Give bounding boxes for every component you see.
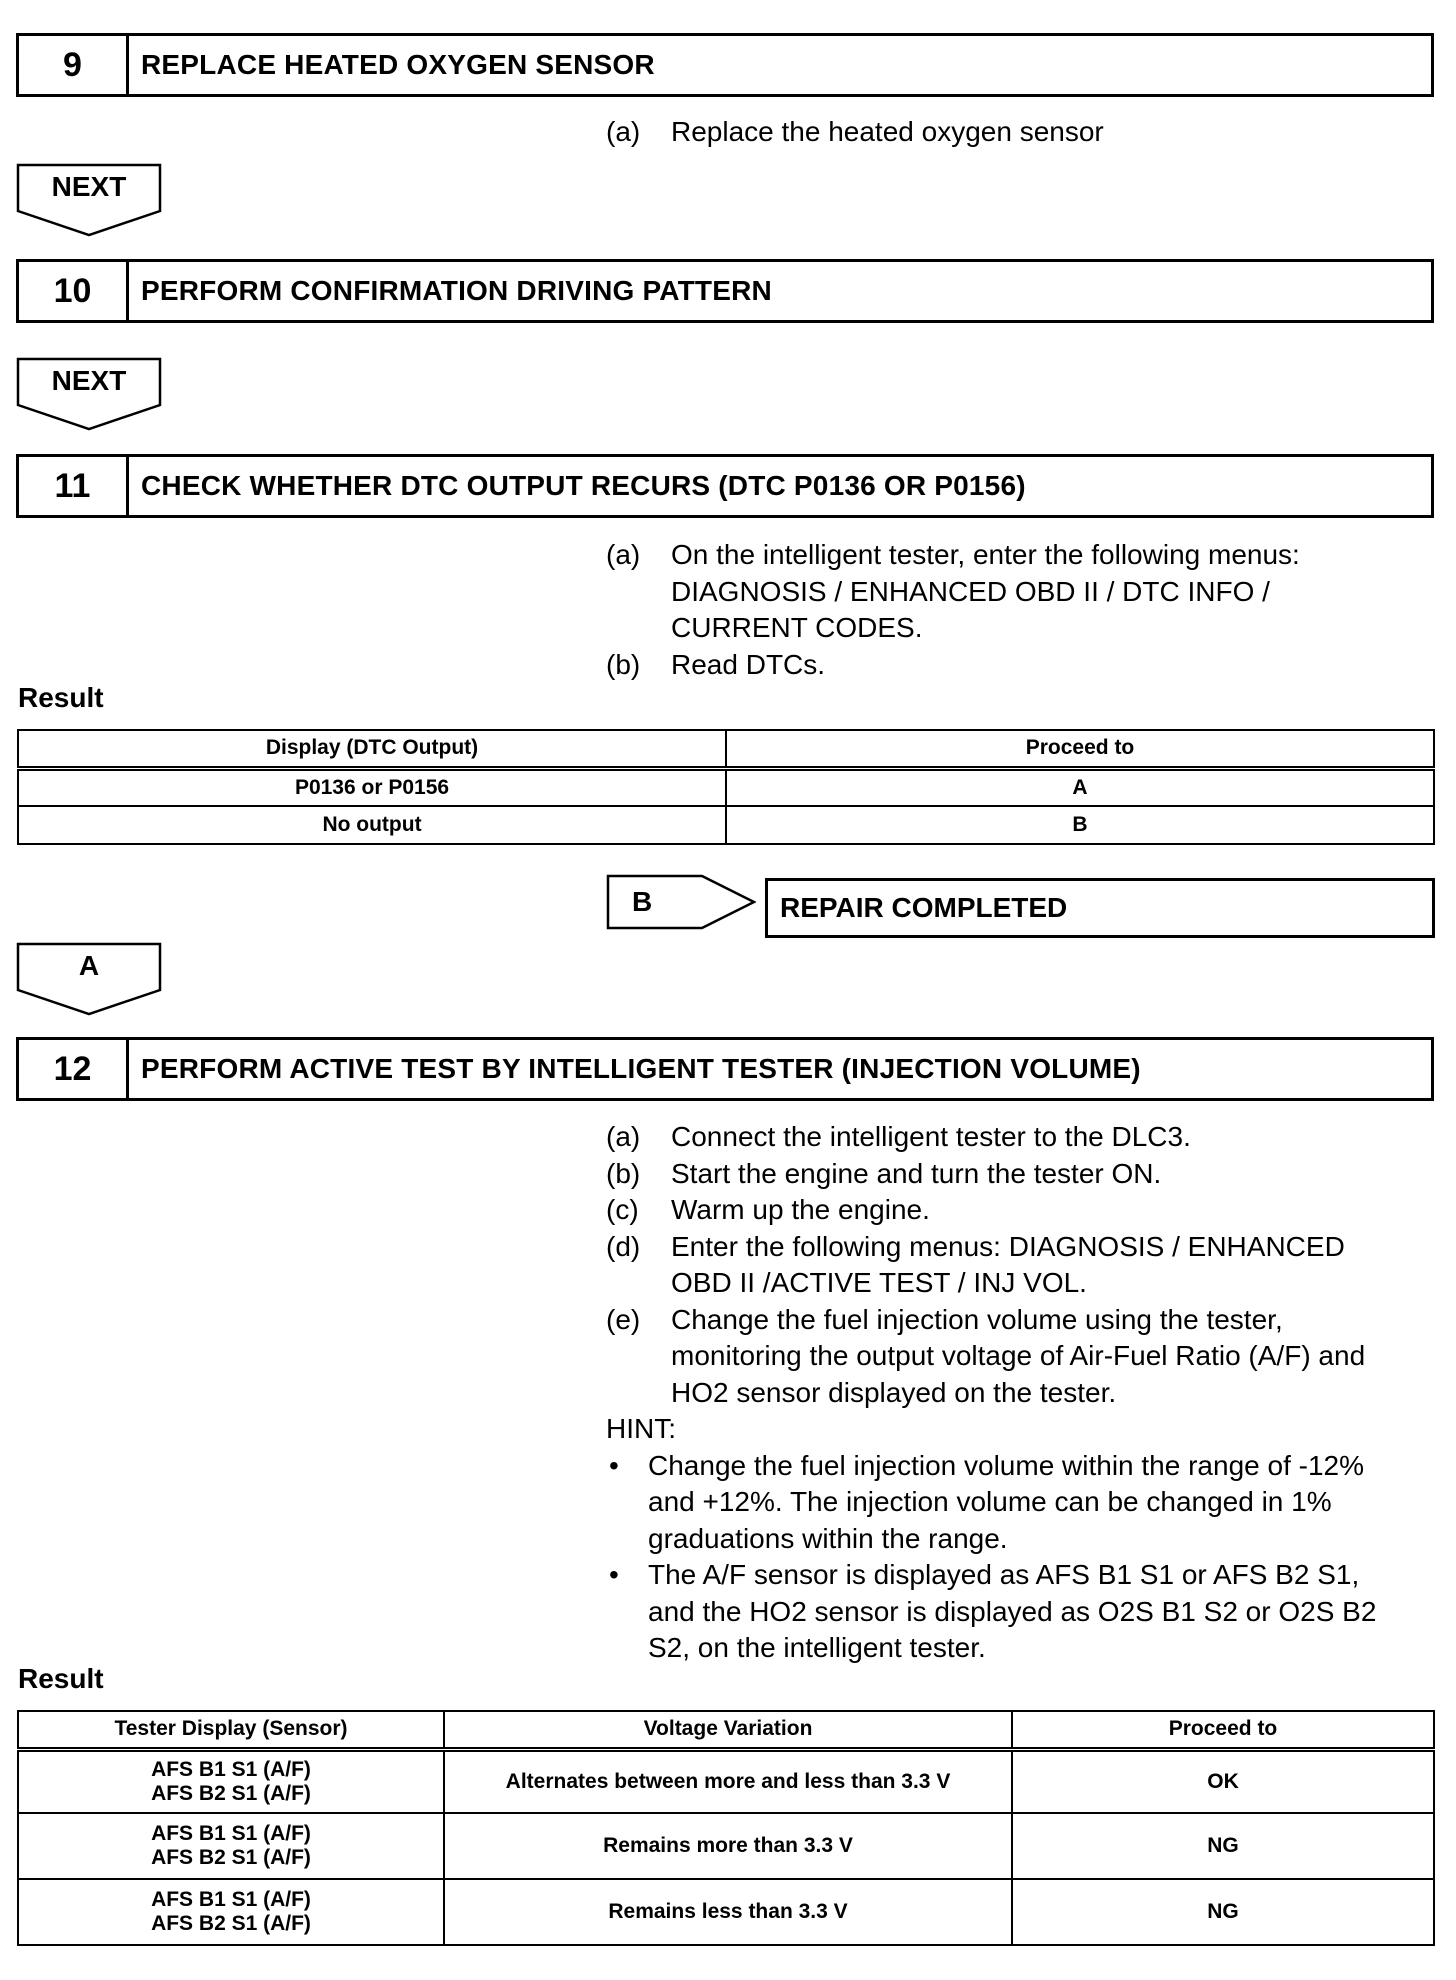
instruction-text <box>671 1229 1436 1302</box>
instruction-line: monitoring the output voltage of Air-Fuel Ratio (A/F) and <box>671 1340 1366 1371</box>
instruction-item <box>606 114 1436 151</box>
active-test-result-table <box>17 1710 1435 1946</box>
instruction-label: (d) <box>606 1230 641 1262</box>
proceed-cell: OK <box>1012 1749 1434 1813</box>
variation-cell: Remains more than 3.3 V <box>444 1813 1012 1879</box>
step-title: REPLACE HEATED OXYGEN SENSOR <box>141 49 655 80</box>
table-cell: B <box>726 806 1434 844</box>
hint-text <box>648 1557 1436 1667</box>
step-title: CHECK WHETHER DTC OUTPUT RECURS (DTC P0136 OR P0156) <box>141 470 1026 501</box>
sensor-cell <box>18 1813 444 1879</box>
next-label: NEXT <box>51 365 127 396</box>
instruction-item <box>606 647 1436 684</box>
b-label: B <box>632 886 653 917</box>
variation-cell: Remains less than 3.3 V <box>444 1879 1012 1945</box>
sensor-cell <box>18 1879 444 1945</box>
table-cell: No output <box>18 806 726 844</box>
instruction-label: (c) <box>606 1194 639 1225</box>
a-flow-marker <box>16 942 162 1018</box>
table-header-row <box>18 1711 1434 1749</box>
dtc-result-table <box>17 729 1435 845</box>
instruction-item <box>606 1302 1436 1412</box>
instruction-text: Connect the intelligent tester to the DLC3. <box>671 1121 1191 1152</box>
bullet-icon: • <box>609 1449 619 1481</box>
a-label: A <box>78 950 100 981</box>
hint-item <box>606 1448 1436 1558</box>
step-12-instructions <box>606 1119 1436 1667</box>
instruction-item <box>606 1119 1436 1156</box>
arrow-right-icon <box>606 874 756 930</box>
instruction-text: Warm up the engine. <box>671 1194 930 1225</box>
column-header: Display (DTC Output) <box>18 730 726 768</box>
table-row <box>18 1879 1434 1945</box>
step-number: 9 <box>19 36 129 94</box>
b-flow-marker <box>606 874 756 930</box>
sensor-line: AFS B2 S1 (A/F) <box>151 1781 311 1805</box>
instruction-line: CURRENT CODES. <box>671 612 923 643</box>
instruction-label: (b) <box>606 648 641 680</box>
sensor-line: AFS B1 S1 (A/F) <box>151 1888 311 1911</box>
hint-line: and the HO2 sensor is displayed as O2S B1 S2 or O2S B2 <box>648 1595 1377 1627</box>
hint-line: graduations within the range. <box>648 1522 1008 1554</box>
sensor-cell <box>18 1749 444 1813</box>
hint-label: HINT: <box>606 1413 676 1444</box>
step-number: 11 <box>19 457 129 515</box>
column-header: Proceed to <box>1012 1711 1434 1749</box>
instruction-text <box>671 537 1436 647</box>
step-title: PERFORM ACTIVE TEST BY INTELLIGENT TESTER (INJECTION VOLUME) <box>141 1053 1141 1084</box>
table-header-row <box>18 730 1434 768</box>
sensor-line: AFS B1 S1 (A/F) <box>151 1757 311 1781</box>
hint-line: and +12%. The injection volume can be changed in 1% <box>648 1486 1332 1517</box>
instruction-label: (e) <box>606 1303 641 1335</box>
step-12-header <box>16 1037 1434 1101</box>
table-cell: P0136 or P0156 <box>18 768 726 806</box>
hint-line: S2, on the intelligent tester. <box>648 1632 986 1663</box>
table-cell: A <box>726 768 1434 806</box>
table-row <box>18 768 1434 806</box>
step-9-header <box>16 33 1434 97</box>
step-11-header <box>16 454 1434 518</box>
result-heading: Result <box>18 1663 104 1694</box>
step-10-header <box>16 259 1434 323</box>
step-9-instructions <box>606 114 1436 151</box>
table-row <box>18 806 1434 844</box>
next-label: NEXT <box>51 171 127 202</box>
proceed-cell: NG <box>1012 1813 1434 1879</box>
instruction-line: DIAGNOSIS / ENHANCED OBD II / DTC INFO / <box>671 575 1270 607</box>
instruction-label: (a) <box>606 1121 641 1152</box>
table-row <box>18 1749 1434 1813</box>
instruction-label: (a) <box>606 539 641 570</box>
instruction-label: (a) <box>606 116 641 147</box>
column-header: Proceed to <box>726 730 1434 768</box>
sensor-line: AFS B1 S1 (A/F) <box>151 1822 311 1845</box>
instruction-item <box>606 1156 1436 1193</box>
instruction-text: Start the engine and turn the tester ON. <box>671 1157 1162 1189</box>
step-title: PERFORM CONFIRMATION DRIVING PATTERN <box>141 275 772 306</box>
hint-text <box>648 1448 1436 1558</box>
column-header: Tester Display (Sensor) <box>18 1711 444 1749</box>
instruction-text <box>671 1302 1436 1412</box>
instruction-line: HO2 sensor displayed on the tester. <box>671 1376 1117 1408</box>
sensor-line: AFS B2 S1 (A/F) <box>151 1846 311 1869</box>
next-flow-marker <box>16 357 162 433</box>
instruction-text: Read DTCs. <box>671 648 826 680</box>
instruction-line: Change the fuel injection volume using the tester, <box>671 1303 1283 1335</box>
step-number: 12 <box>19 1040 129 1098</box>
instruction-label: (b) <box>606 1157 641 1189</box>
hint-item <box>606 1557 1436 1667</box>
instruction-line: On the intelligent tester, enter the following menus: <box>671 539 1300 570</box>
instruction-line: OBD II /ACTIVE TEST / INJ VOL. <box>671 1267 1087 1298</box>
sensor-line: AFS B2 S1 (A/F) <box>151 1912 311 1935</box>
instruction-text: Replace the heated oxygen sensor <box>671 116 1104 147</box>
hint-line: The A/F sensor is displayed as AFS B1 S1 or AFS B2 S1, <box>648 1559 1360 1590</box>
next-flow-marker <box>16 163 162 239</box>
step-number: 10 <box>19 262 129 320</box>
table-row <box>18 1813 1434 1879</box>
instruction-item <box>606 537 1436 647</box>
instruction-item <box>606 1229 1436 1302</box>
bullet-icon: • <box>609 1559 619 1590</box>
hint-line: Change the fuel injection volume within the range of -12% <box>648 1449 1364 1481</box>
column-header: Voltage Variation <box>444 1711 1012 1749</box>
variation-cell: Alternates between more and less than 3.3 V <box>444 1749 1012 1813</box>
instruction-item <box>606 1192 1436 1229</box>
instruction-line: Enter the following menus: DIAGNOSIS / ENHANCED <box>671 1230 1345 1262</box>
repair-completed-box: REPAIR COMPLETED <box>765 878 1435 938</box>
proceed-cell: NG <box>1012 1879 1434 1945</box>
result-heading: Result <box>18 682 104 713</box>
step-11-instructions <box>606 537 1436 683</box>
